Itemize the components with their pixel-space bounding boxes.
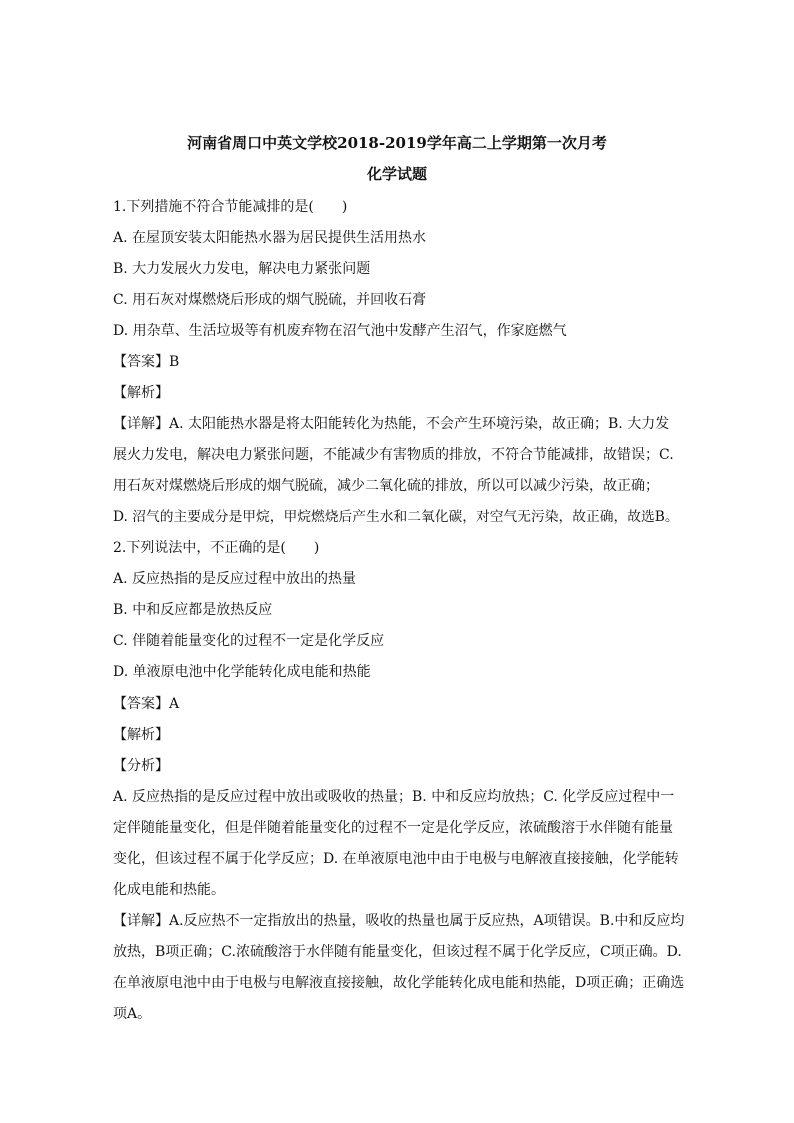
question-1-option-c: C. 用石灰对煤燃烧后形成的烟气脱硫，并回收石膏 <box>113 292 427 308</box>
question-1-option-b: B. 大力发展火力发电，解决电力紧张问题 <box>113 261 371 277</box>
question-2-fenxi-line: 变化，但该过程不属于化学反应；D. 在单液原电池中由于电极与电解液直接接触，化学能转 <box>113 851 679 867</box>
question-1-detail-line: 展火力发电，解决电力紧张问题，不能减少有害物质的排放，不符合节能减排，故错误；C. <box>113 447 674 463</box>
question-2-detail-line: 项A。 <box>113 1006 152 1022</box>
question-1-answer: 【答案】B <box>113 354 180 370</box>
document-title: 河南省周口中英文学校2018-2019学年高二上学期第一次月考 <box>187 134 607 152</box>
question-2-fenxi-label: 【分析】 <box>113 758 169 774</box>
question-2-option-b: B. 中和反应都是放热反应 <box>113 602 273 618</box>
question-2-fenxi-line: A. 反应热指的是反应过程中放出或吸收的热量；B. 中和反应均放热；C. 化学反应过程中一 <box>113 789 675 805</box>
question-1-detail-line: 用石灰对煤燃烧后形成的烟气脱硫，减少二氧化硫的排放，所以可以减少污染，故正确； <box>113 478 659 494</box>
question-2-detail-line: 放热，B项正确；C.浓硫酸溶于水伴随有能量变化，但该过程不属于化学反应，C项正确。D. <box>113 944 682 960</box>
question-1-stem: 1.下列措施不符合节能减排的是( ) <box>113 199 348 215</box>
question-1-detail-line: D. 沼气的主要成分是甲烷，甲烷燃烧后产生水和二氧化碳，对空气无污染，故正确，故选B。 <box>113 509 679 525</box>
question-1-analysis-label: 【解析】 <box>113 385 169 401</box>
question-2-detail-line: 在单液原电池中由于电极与电解液直接接触，故化学能转化成电能和热能，D项正确；正确选 <box>113 975 685 991</box>
question-1-option-a: A. 在屋顶安装太阳能热水器为居民提供生活用热水 <box>113 230 427 246</box>
document-subtitle: 化学试题 <box>366 165 427 183</box>
question-1-detail-line: 【详解】A. 太阳能热水器是将太阳能转化为热能，不会产生环境污染，故正确；B. 大力发 <box>113 416 670 432</box>
question-2-stem: 2.下列说法中，不正确的是( ) <box>113 540 320 556</box>
question-2-answer: 【答案】A <box>113 696 180 712</box>
question-2-fenxi-line: 化成电能和热能。 <box>113 882 225 898</box>
question-2-option-d: D. 单液原电池中化学能转化成电能和热能 <box>113 664 371 680</box>
question-2-fenxi-line: 定伴随能量变化，但是伴随着能量变化的过程不一定是化学反应，浓硫酸溶于水伴随有能量 <box>113 820 673 836</box>
question-2-detail-line: 【详解】A.反应热不一定指放出的热量，吸收的热量也属于反应热，A项错误。B.中和反应均 <box>113 913 685 929</box>
question-2-option-c: C. 伴随着能量变化的过程不一定是化学反应 <box>113 633 385 649</box>
question-2-analysis-label: 【解析】 <box>113 727 169 743</box>
question-1-option-d: D. 用杂草、生活垃圾等有机废弃物在沼气池中发酵产生沼气，作家庭燃气 <box>113 323 567 339</box>
question-2-option-a: A. 反应热指的是反应过程中放出的热量 <box>113 571 357 587</box>
